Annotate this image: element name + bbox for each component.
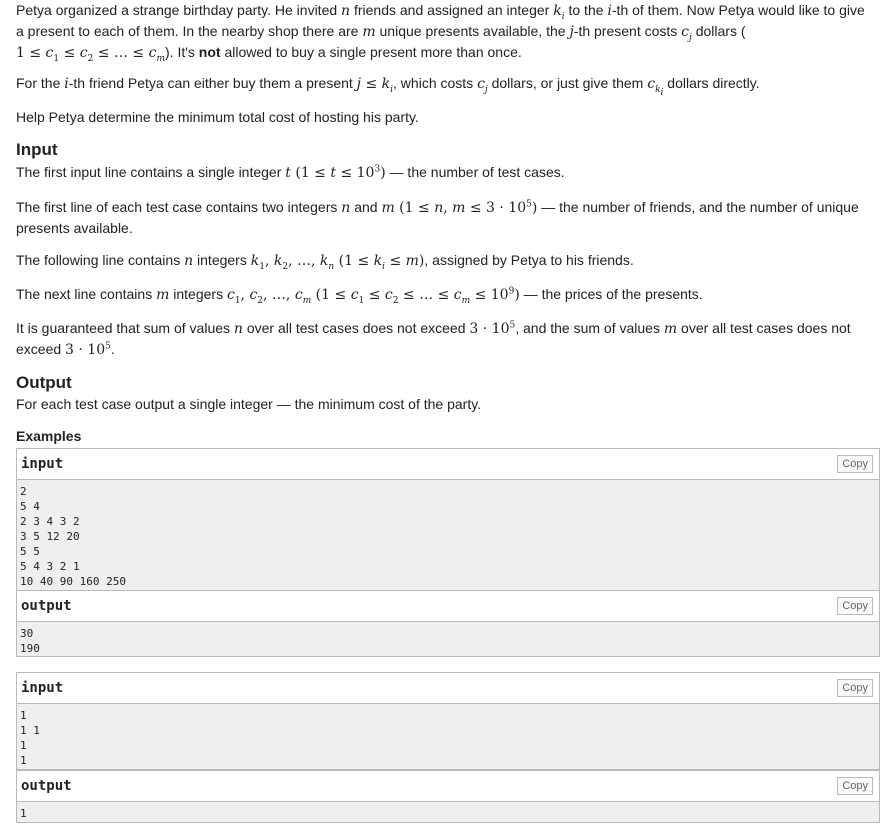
example-content: [17, 704, 879, 769]
example1-output-box: [16, 590, 880, 657]
output-label: output: [21, 778, 72, 794]
input-label: input: [21, 680, 64, 696]
help-paragraph: Help Petya determine the minimum total cost of hosting his party.: [16, 109, 419, 125]
input-c-paragraph: The next line contains m integers $c_1$, $c_2$, …, $c_m$ ($1 \le c_1 \le c_2$ ≤ … ≤ $c_m \le 10^9$) — the prices of the presents.: [16, 286, 703, 306]
example-line: 2 3 4 3 2: [20, 515, 80, 528]
example-content: [17, 480, 879, 590]
example-header: [17, 771, 879, 802]
input-nm-paragraph: The first line of each test case contains two integers n and m (1 ≤ n, $m \le 3 \cdot 10^5$) — the number of friends, and the number of unique presents available.: [16, 199, 859, 236]
input-label: input: [21, 456, 64, 472]
input-t-paragraph: The first input line contains a single integer t $(1 \le t \le 10^3)$ — the number of test cases.: [16, 164, 565, 181]
example-line: 2: [20, 485, 27, 498]
input-guarantee-paragraph: It is guaranteed that sum of values n over all test cases does not exceed $3 \cdot 10^5$, and the sum of values m over all test cases does not exceed $3 \cdot 10^5$.: [16, 320, 851, 358]
output-label: output: [21, 598, 72, 614]
example-line: 1: [20, 709, 27, 722]
example-header: [17, 673, 879, 704]
example-line: 190: [20, 642, 40, 655]
example-line: 3 5 12 20: [20, 530, 80, 543]
example-line: 1: [20, 739, 27, 752]
example-line: 5 4: [20, 500, 40, 513]
output-paragraph: For each test case output a single integer — the minimum cost of the party.: [16, 396, 482, 412]
example-content: [17, 802, 879, 822]
copy-button[interactable]: Copy: [837, 679, 873, 697]
example-header: [17, 449, 879, 480]
example-line: 5 5: [20, 545, 40, 558]
example1-input-box: [16, 448, 880, 591]
example-line: 5 4 3 2 1: [20, 560, 80, 573]
copy-button[interactable]: Copy: [837, 597, 873, 615]
example-content: [17, 622, 879, 656]
input-k-paragraph: The following line contains n integers $k_1$, $k_2$, …, $k_n$ $(1 \le k_i \le m)$, assigned by Petya to his friends.: [16, 252, 634, 272]
example-header: [17, 591, 879, 622]
example-line: 30: [20, 627, 34, 640]
example2-output-box: [16, 770, 880, 823]
copy-button[interactable]: Copy: [837, 777, 873, 795]
examples-title: Examples: [16, 428, 82, 444]
example2-input-box: [16, 672, 880, 770]
example-line: 1 1: [20, 724, 40, 737]
copy-button[interactable]: Copy: [837, 455, 873, 473]
input-section-title: Input: [16, 140, 58, 159]
example-line: 10 40 90 160 250: [20, 575, 126, 588]
example-line: 1: [20, 807, 27, 820]
each-friend-paragraph: For the i-th friend Petya can either buy them a present $j \le k_i$, which costs $c_j$ dollars, or just give them $c_{k_i}$ dollars directly.: [16, 75, 760, 98]
example-line: 1: [20, 754, 27, 767]
intro-paragraph: Petya organized a strange birthday party. He invited n friends and assigned an integer $k_i$ to the i-th of them. Now Petya would like to give a present to each of them. In the nearby shop there are m unique presents available, the j-th present costs $c_j$ dollars ( $1 \le c_1 \le c_2$ ≤ … ≤ $c_m$). It's not allowed to buy a single present more than once.: [16, 2, 865, 64]
output-section-title: Output: [16, 373, 72, 392]
